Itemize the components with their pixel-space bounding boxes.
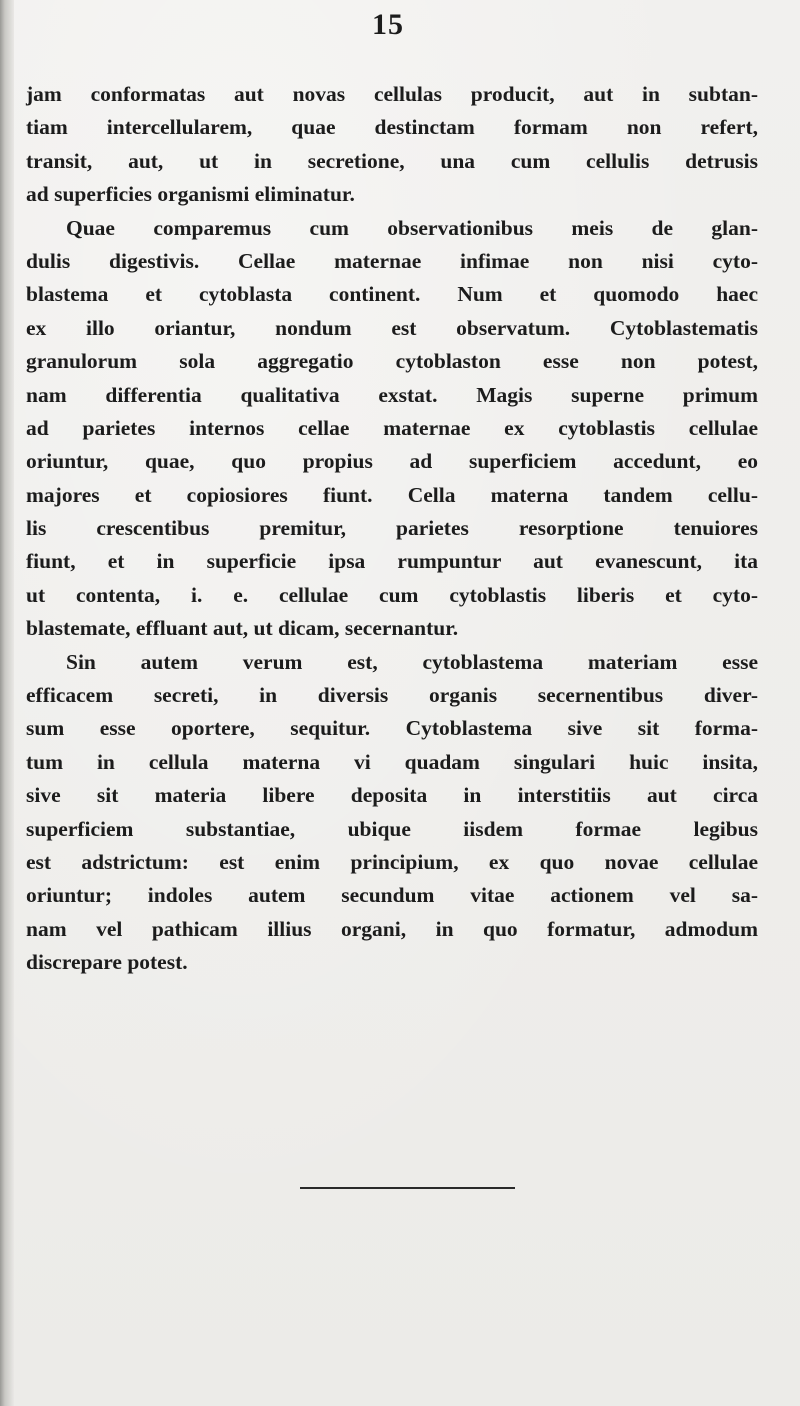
text-line: est adstrictum: est enim principium, ex quo novae cellulae <box>26 849 758 874</box>
page-binding-edge <box>0 0 14 1406</box>
text-line: sum esse oportere, sequitur. Cytoblastema sive sit forma- <box>26 716 758 741</box>
text-line: superficiem substantiae, ubique iisdem formae legibus <box>26 816 758 841</box>
text-line: granulorum sola aggregatio cytoblaston esse non potest, <box>26 349 758 374</box>
page-number: 15 <box>372 8 404 41</box>
text-line: majores et copiosiores fiunt. Cella materna tandem cellu- <box>26 482 758 507</box>
text-line: nam vel pathicam illius organi, in quo formatur, admodum <box>26 916 758 941</box>
text-line: discrepare potest. <box>26 950 188 975</box>
text-line: oriuntur, quae, quo propius ad superficiem accedunt, eo <box>26 449 758 474</box>
text-line: ex illo oriantur, nondum est observatum. Cytoblastematis <box>26 315 758 340</box>
body-text <box>26 78 758 980</box>
text-line: lis crescentibus premitur, parietes resorptione tenuiores <box>26 516 758 541</box>
text-line: Sin autem verum est, cytoblastema materiam esse <box>66 649 758 674</box>
text-line: tiam intercellularem, quae destinctam formam non refert, <box>26 115 758 140</box>
text-line: sive sit materia libere deposita in interstitiis aut circa <box>26 783 758 808</box>
text-line: blastema et cytoblasta continent. Num et quomodo haec <box>26 282 758 307</box>
text-line: Quae comparemus cum observationibus meis de glan- <box>66 215 758 240</box>
text-line: ut contenta, i. e. cellulae cum cytoblastis liberis et cyto- <box>26 582 758 607</box>
text-line: nam differentia qualitativa exstat. Magis superne primum <box>26 382 758 407</box>
text-line: oriuntur; indoles autem secundum vitae actionem vel sa- <box>26 883 758 908</box>
text-line: ad parietes internos cellae maternae ex cytoblastis cellulae <box>26 415 758 440</box>
text-line: blastemate, effluant aut, ut dicam, secernantur. <box>26 616 459 641</box>
text-line: tum in cellula materna vi quadam singulari huic insita, <box>26 749 758 774</box>
text-line: dulis digestivis. Cellae maternae infimae non nisi cyto- <box>26 248 758 273</box>
text-line: efficacem secreti, in diversis organis secernentibus diver- <box>26 683 758 708</box>
section-divider-rule <box>300 1187 515 1189</box>
text-line: jam conformatas aut novas cellulas producit, aut in subtan- <box>26 82 758 106</box>
text-line: transit, aut, ut in secretione, una cum cellulis detrusis <box>26 148 758 173</box>
text-line: fiunt, et in superficie ipsa rumpuntur aut evanescunt, ita <box>26 549 758 574</box>
text-line: ad superficies organismi eliminatur. <box>26 182 355 207</box>
